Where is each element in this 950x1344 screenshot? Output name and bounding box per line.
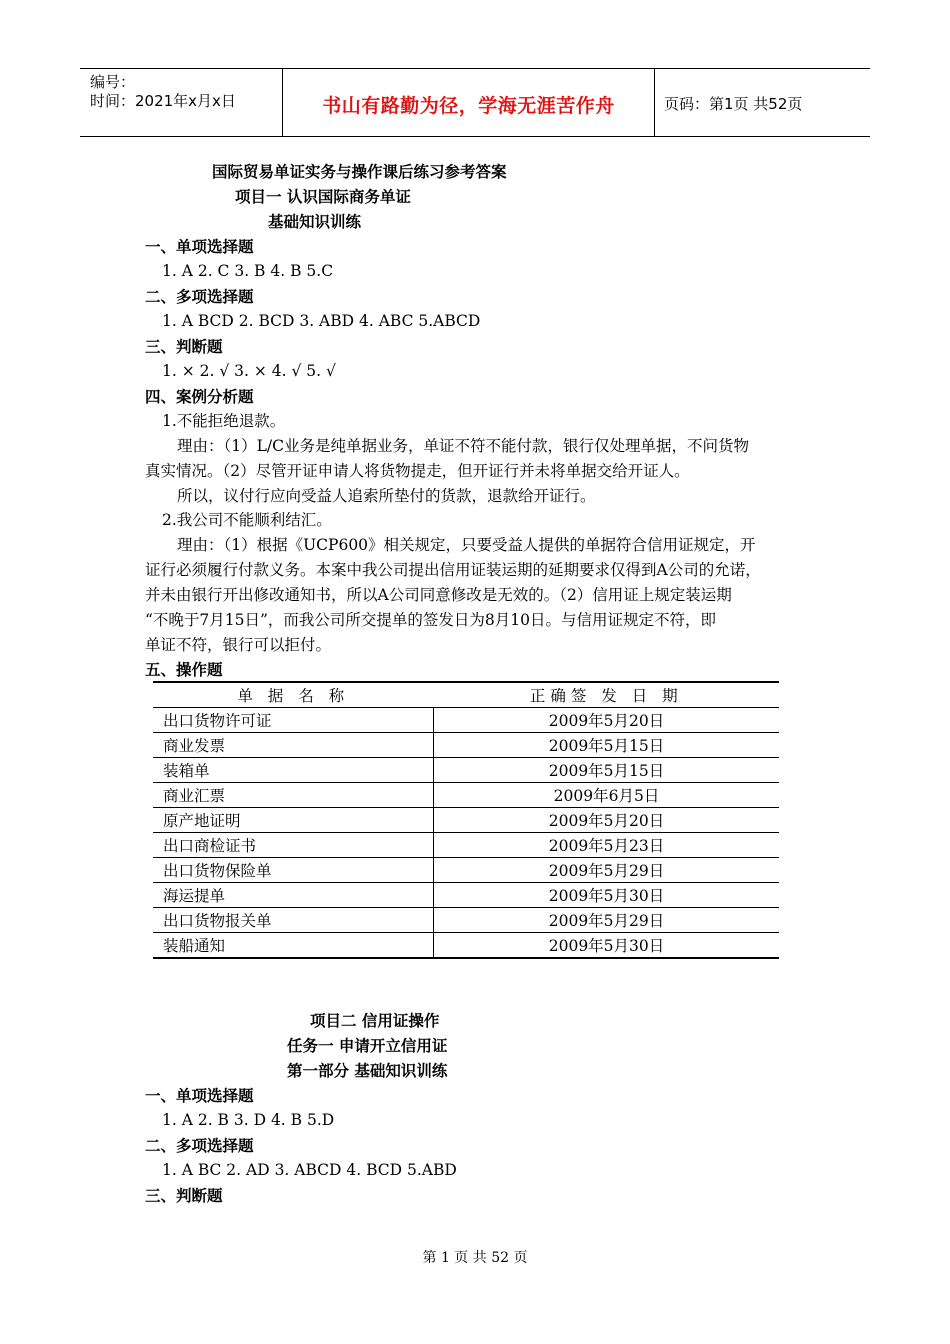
document-title: 国际贸易单证实务与操作课后练习参考答案 — [212, 163, 507, 181]
issue-date-cell: 2009年5月23日 — [434, 833, 780, 858]
table-row — [153, 758, 779, 783]
section-single-choice: 一、单项选择题 — [145, 1087, 254, 1105]
section-case-analysis: 四、案例分析题 — [145, 388, 254, 406]
case-1-answer: 1.不能拒绝退款。 — [162, 412, 286, 430]
document-name-cell: 装箱单 — [153, 758, 434, 783]
table-row — [153, 858, 779, 883]
answers-single-choice: 1. A 2. C 3. B 4. B 5.C — [162, 262, 334, 280]
issue-date-cell: 2009年5月15日 — [434, 733, 780, 758]
table-row — [153, 733, 779, 758]
document-name-cell: 出口货物报关单 — [153, 908, 434, 933]
table-row — [153, 933, 779, 959]
document-name-cell: 出口货物保险单 — [153, 858, 434, 883]
basic-training-heading: 基础知识训练 — [268, 213, 362, 231]
case-2-reason-line: 证行必须履行付款义务。本案中我公司提出信用证装运期的延期要求仅得到A公司的允诺， — [145, 561, 761, 579]
document-name-cell: 原产地证明 — [153, 808, 434, 833]
header-meta — [80, 69, 283, 136]
document-name-cell: 出口商检证书 — [153, 833, 434, 858]
issue-date-cell: 2009年5月30日 — [434, 883, 780, 908]
table-row — [153, 808, 779, 833]
case-2-reason-line: 并未由银行开出修改通知书，所以A公司同意修改是无效的。（2）信用证上规定装运期 — [145, 586, 732, 604]
issue-date-cell: 2009年5月30日 — [434, 933, 780, 959]
case-2-reason-line: “不晚于7月15日”，而我公司所交提单的签发日为8月10日。与信用证规定不符，即 — [145, 611, 717, 629]
header-page-info: 页码：第1页 共52页 — [664, 95, 803, 113]
answers-single-choice: 1. A 2. B 3. D 4. B 5.D — [162, 1111, 335, 1129]
document-name-cell: 海运提单 — [153, 883, 434, 908]
issue-date-cell: 2009年5月20日 — [434, 808, 780, 833]
table-row — [153, 783, 779, 808]
issue-date-cell: 2009年5月15日 — [434, 758, 780, 783]
issue-date-cell: 2009年5月29日 — [434, 858, 780, 883]
document-name-cell: 商业汇票 — [153, 783, 434, 808]
document-dates-table — [153, 681, 779, 959]
section-operation: 五、操作题 — [145, 661, 223, 679]
answers-true-false: 1. × 2. √ 3. × 4. √ 5. √ — [162, 362, 336, 380]
case-1-conclusion: 所以，议付行应向受益人追索所垫付的货款，退款给开证行。 — [177, 487, 596, 505]
page-header — [80, 68, 870, 137]
answers-multiple-choice: 1. A BC 2. AD 3. ABCD 4. BCD 5.ABD — [162, 1161, 457, 1179]
answers-multiple-choice: 1. A BCD 2. BCD 3. ABD 4. ABC 5.ABCD — [162, 312, 481, 330]
issue-date-cell: 2009年5月20日 — [434, 708, 780, 733]
task-1-heading: 任务一 申请开立信用证 — [287, 1037, 448, 1055]
table-row — [153, 708, 779, 733]
document-name-cell: 装船通知 — [153, 933, 434, 959]
project-2-heading: 项目二 信用证操作 — [310, 1012, 440, 1030]
document-number-label: 编号： — [90, 73, 136, 91]
table-row — [153, 833, 779, 858]
section-true-false: 三、判断题 — [145, 338, 223, 356]
case-2-reason-line: 理由：（1）根据《UCP600》相关规定，只要受益人提供的单据符合信用证规定，开 — [177, 536, 756, 554]
part-1-heading: 第一部分 基础知识训练 — [287, 1062, 448, 1080]
page-footer: 第 1 页 共 52 页 — [422, 1250, 528, 1266]
case-2-reason-line: 单证不符，银行可以拒付。 — [145, 636, 332, 654]
table-row — [153, 883, 779, 908]
document-name-cell: 商业发票 — [153, 733, 434, 758]
table-row — [153, 908, 779, 933]
section-single-choice: 一、单项选择题 — [145, 238, 254, 256]
section-multiple-choice: 二、多项选择题 — [145, 288, 254, 306]
case-2-answer: 2.我公司不能顺利结汇。 — [162, 511, 332, 529]
column-header-document-name: 单 据 名 称 — [153, 682, 434, 708]
table-header-row — [153, 682, 779, 708]
issue-date-cell: 2009年5月29日 — [434, 908, 780, 933]
table-body — [153, 708, 779, 959]
section-true-false: 三、判断题 — [145, 1187, 223, 1205]
header-motto: 书山有路勤为径，学海无涯苦作舟 — [322, 95, 615, 117]
case-1-reason-line: 理由：（1）L/C业务是纯单据业务，单证不符不能付款，银行仅处理单据，不问货物 — [177, 437, 749, 455]
column-header-issue-date: 正确签 发 日 期 — [434, 682, 780, 708]
document-time-label: 时间：2021年x月x日 — [90, 92, 236, 110]
section-multiple-choice: 二、多项选择题 — [145, 1137, 254, 1155]
document-name-cell: 出口货物许可证 — [153, 708, 434, 733]
case-1-reason-line: 真实情况。（2）尽管开证申请人将货物提走，但开证行并未将单据交给开证人。 — [145, 462, 690, 480]
header-motto-cell — [283, 69, 655, 136]
project-1-heading: 项目一 认识国际商务单证 — [235, 188, 411, 206]
issue-date-cell: 2009年6月5日 — [434, 783, 780, 808]
